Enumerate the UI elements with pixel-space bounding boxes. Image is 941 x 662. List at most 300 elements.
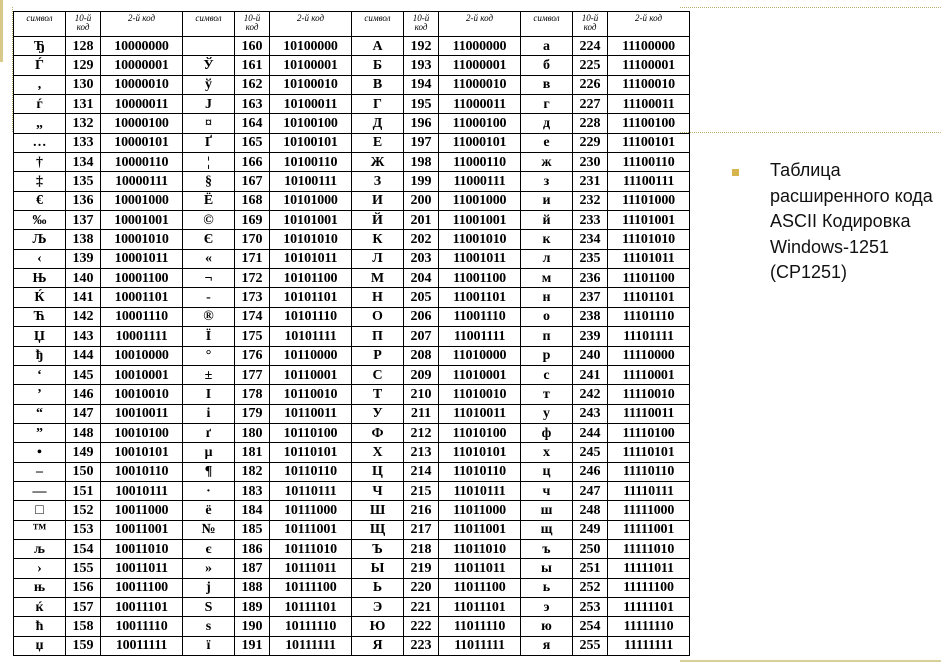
symbol-cell: Ђ bbox=[14, 37, 66, 56]
binary-code-cell: 10001010 bbox=[101, 230, 183, 249]
binary-code-cell: 11000100 bbox=[439, 114, 521, 133]
table-row bbox=[14, 481, 690, 500]
symbol-cell: Й bbox=[352, 211, 404, 230]
decimal-code-cell: 209 bbox=[404, 365, 439, 384]
decimal-code-cell: 197 bbox=[404, 133, 439, 152]
symbol-cell: ‚ bbox=[14, 75, 66, 94]
slide-note bbox=[734, 158, 934, 286]
binary-code-cell: 11111111 bbox=[608, 636, 690, 655]
decimal-code-cell: 131 bbox=[66, 95, 101, 114]
binary-code-cell: 11011001 bbox=[439, 520, 521, 539]
symbol-cell: ё bbox=[183, 501, 235, 520]
symbol-cell: и bbox=[521, 191, 573, 210]
symbol-cell bbox=[183, 37, 235, 56]
decimal-code-cell: 195 bbox=[404, 95, 439, 114]
decimal-code-cell: 235 bbox=[573, 249, 608, 268]
column-header: символ bbox=[521, 12, 573, 37]
decimal-code-cell: 228 bbox=[573, 114, 608, 133]
symbol-cell: Д bbox=[352, 114, 404, 133]
decimal-code-cell: 164 bbox=[235, 114, 270, 133]
decimal-code-cell: 191 bbox=[235, 636, 270, 655]
symbol-cell: љ bbox=[14, 539, 66, 558]
symbol-cell: Е bbox=[352, 133, 404, 152]
symbol-cell: о bbox=[521, 307, 573, 326]
binary-code-cell: 10011110 bbox=[101, 617, 183, 636]
decimal-code-cell: 189 bbox=[235, 597, 270, 616]
decimal-code-cell: 161 bbox=[235, 56, 270, 75]
decimal-code-cell: 247 bbox=[573, 481, 608, 500]
symbol-cell: Ц bbox=[352, 462, 404, 481]
table-row bbox=[14, 443, 690, 462]
symbol-cell: ь bbox=[521, 578, 573, 597]
symbol-cell: э bbox=[521, 597, 573, 616]
symbol-cell: © bbox=[183, 211, 235, 230]
decimal-code-cell: 134 bbox=[66, 153, 101, 172]
decimal-code-cell: 207 bbox=[404, 327, 439, 346]
decimal-code-cell: 238 bbox=[573, 307, 608, 326]
symbol-cell: й bbox=[521, 211, 573, 230]
decimal-code-cell: 212 bbox=[404, 423, 439, 442]
binary-code-cell: 11001110 bbox=[439, 307, 521, 326]
column-header: 2-й код bbox=[270, 12, 352, 37]
table-row bbox=[14, 56, 690, 75]
binary-code-cell: 11111101 bbox=[608, 597, 690, 616]
decimal-code-cell: 200 bbox=[404, 191, 439, 210]
symbol-cell: Х bbox=[352, 443, 404, 462]
symbol-cell: є bbox=[183, 539, 235, 558]
symbol-cell: Ч bbox=[352, 481, 404, 500]
binary-code-cell: 10111001 bbox=[270, 520, 352, 539]
symbol-cell: ш bbox=[521, 501, 573, 520]
binary-code-cell: 11111100 bbox=[608, 578, 690, 597]
symbol-cell: „ bbox=[14, 114, 66, 133]
decimal-code-cell: 220 bbox=[404, 578, 439, 597]
binary-code-cell: 10101011 bbox=[270, 249, 352, 268]
binary-code-cell: 11101001 bbox=[608, 211, 690, 230]
decimal-code-cell: 216 bbox=[404, 501, 439, 520]
decimal-code-cell: 159 bbox=[66, 636, 101, 655]
symbol-cell: њ bbox=[14, 578, 66, 597]
decimal-code-cell: 196 bbox=[404, 114, 439, 133]
binary-code-cell: 11001101 bbox=[439, 288, 521, 307]
binary-code-cell: 11110111 bbox=[608, 481, 690, 500]
decimal-code-cell: 155 bbox=[66, 559, 101, 578]
decimal-code-cell: 233 bbox=[573, 211, 608, 230]
symbol-cell: ” bbox=[14, 423, 66, 442]
symbol-cell: Ќ bbox=[14, 288, 66, 307]
decimal-code-cell: 165 bbox=[235, 133, 270, 152]
decimal-code-cell: 243 bbox=[573, 404, 608, 423]
binary-code-cell: 11100100 bbox=[608, 114, 690, 133]
decimal-code-cell: 150 bbox=[66, 462, 101, 481]
symbol-cell: п bbox=[521, 327, 573, 346]
symbol-cell: т bbox=[521, 385, 573, 404]
symbol-cell: Т bbox=[352, 385, 404, 404]
symbol-cell: ї bbox=[183, 636, 235, 655]
decimal-code-cell: 184 bbox=[235, 501, 270, 520]
decimal-code-cell: 230 bbox=[573, 153, 608, 172]
symbol-cell: Ш bbox=[352, 501, 404, 520]
decimal-code-cell: 182 bbox=[235, 462, 270, 481]
binary-code-cell: 11000001 bbox=[439, 56, 521, 75]
symbol-cell: М bbox=[352, 269, 404, 288]
decimal-code-cell: 226 bbox=[573, 75, 608, 94]
binary-code-cell: 10110110 bbox=[270, 462, 352, 481]
binary-code-cell: 11000110 bbox=[439, 153, 521, 172]
decimal-code-cell: 249 bbox=[573, 520, 608, 539]
symbol-cell: г bbox=[521, 95, 573, 114]
binary-code-cell: 10110010 bbox=[270, 385, 352, 404]
decimal-code-cell: 162 bbox=[235, 75, 270, 94]
binary-code-cell: 11010101 bbox=[439, 443, 521, 462]
binary-code-cell: 11010000 bbox=[439, 346, 521, 365]
binary-code-cell: 10110000 bbox=[270, 346, 352, 365]
symbol-cell: Ф bbox=[352, 423, 404, 442]
binary-code-cell: 10111011 bbox=[270, 559, 352, 578]
decimal-code-cell: 208 bbox=[404, 346, 439, 365]
symbol-cell: Ґ bbox=[183, 133, 235, 152]
decimal-code-cell: 156 bbox=[66, 578, 101, 597]
binary-code-cell: 10110111 bbox=[270, 481, 352, 500]
binary-code-cell: 10001101 bbox=[101, 288, 183, 307]
decimal-code-cell: 144 bbox=[66, 346, 101, 365]
binary-code-cell: 10011001 bbox=[101, 520, 183, 539]
binary-code-cell: 11111110 bbox=[608, 617, 690, 636]
binary-code-cell: 10001111 bbox=[101, 327, 183, 346]
symbol-cell: щ bbox=[521, 520, 573, 539]
binary-code-cell: 10101000 bbox=[270, 191, 352, 210]
binary-code-cell: 10000000 bbox=[101, 37, 183, 56]
table-header-row bbox=[14, 12, 690, 37]
symbol-cell: ц bbox=[521, 462, 573, 481]
symbol-cell: » bbox=[183, 559, 235, 578]
binary-code-cell: 10000100 bbox=[101, 114, 183, 133]
decimal-code-cell: 254 bbox=[573, 617, 608, 636]
table-row bbox=[14, 559, 690, 578]
binary-code-cell: 10000111 bbox=[101, 172, 183, 191]
binary-code-cell: 11101111 bbox=[608, 327, 690, 346]
symbol-cell: Ї bbox=[183, 327, 235, 346]
decimal-code-cell: 248 bbox=[573, 501, 608, 520]
binary-code-cell: 10011101 bbox=[101, 597, 183, 616]
binary-code-cell: 11011011 bbox=[439, 559, 521, 578]
binary-code-cell: 11010111 bbox=[439, 481, 521, 500]
table-row bbox=[14, 346, 690, 365]
binary-code-cell: 11101110 bbox=[608, 307, 690, 326]
decimal-code-cell: 217 bbox=[404, 520, 439, 539]
cp1251-code-table bbox=[13, 11, 690, 656]
symbol-cell: ђ bbox=[14, 346, 66, 365]
column-header: 2-й код bbox=[439, 12, 521, 37]
decimal-code-cell: 213 bbox=[404, 443, 439, 462]
decimal-code-cell: 153 bbox=[66, 520, 101, 539]
binary-code-cell: 10100001 bbox=[270, 56, 352, 75]
decimal-code-cell: 129 bbox=[66, 56, 101, 75]
binary-code-cell: 10111100 bbox=[270, 578, 352, 597]
decimal-code-cell: 142 bbox=[66, 307, 101, 326]
binary-code-cell: 11000101 bbox=[439, 133, 521, 152]
symbol-cell: А bbox=[352, 37, 404, 56]
binary-code-cell: 10100100 bbox=[270, 114, 352, 133]
symbol-cell: Н bbox=[352, 288, 404, 307]
decimal-code-cell: 194 bbox=[404, 75, 439, 94]
symbol-cell: Ў bbox=[183, 56, 235, 75]
decimal-code-cell: 222 bbox=[404, 617, 439, 636]
decimal-code-cell: 231 bbox=[573, 172, 608, 191]
decimal-code-cell: 169 bbox=[235, 211, 270, 230]
symbol-cell: ± bbox=[183, 365, 235, 384]
symbol-cell: Л bbox=[352, 249, 404, 268]
decimal-code-cell: 158 bbox=[66, 617, 101, 636]
slide-divider-mid bbox=[680, 132, 941, 133]
decimal-code-cell: 232 bbox=[573, 191, 608, 210]
decimal-code-cell: 202 bbox=[404, 230, 439, 249]
binary-code-cell: 10111010 bbox=[270, 539, 352, 558]
symbol-cell: § bbox=[183, 172, 235, 191]
binary-code-cell: 10101010 bbox=[270, 230, 352, 249]
decimal-code-cell: 175 bbox=[235, 327, 270, 346]
decimal-code-cell: 198 bbox=[404, 153, 439, 172]
binary-code-cell: 11100010 bbox=[608, 75, 690, 94]
binary-code-cell: 10101100 bbox=[270, 269, 352, 288]
decimal-code-cell: 192 bbox=[404, 37, 439, 56]
binary-code-cell: 11001000 bbox=[439, 191, 521, 210]
table-row bbox=[14, 230, 690, 249]
table-row bbox=[14, 597, 690, 616]
binary-code-cell: 11100001 bbox=[608, 56, 690, 75]
symbol-cell: — bbox=[14, 481, 66, 500]
symbol-cell: ў bbox=[183, 75, 235, 94]
binary-code-cell: 11100000 bbox=[608, 37, 690, 56]
symbol-cell: · bbox=[183, 481, 235, 500]
decimal-code-cell: 157 bbox=[66, 597, 101, 616]
decimal-code-cell: 205 bbox=[404, 288, 439, 307]
symbol-cell: ч bbox=[521, 481, 573, 500]
binary-code-cell: 11101011 bbox=[608, 249, 690, 268]
binary-code-cell: 10100000 bbox=[270, 37, 352, 56]
decimal-code-cell: 174 bbox=[235, 307, 270, 326]
binary-code-cell: 11010011 bbox=[439, 404, 521, 423]
symbol-cell: › bbox=[14, 559, 66, 578]
symbol-cell: ¬ bbox=[183, 269, 235, 288]
binary-code-cell: 11101010 bbox=[608, 230, 690, 249]
decimal-code-cell: 225 bbox=[573, 56, 608, 75]
table-row bbox=[14, 191, 690, 210]
symbol-cell: Љ bbox=[14, 230, 66, 249]
symbol-cell: Џ bbox=[14, 327, 66, 346]
table-body bbox=[14, 37, 690, 656]
column-header: 2-й код bbox=[608, 12, 690, 37]
decimal-code-cell: 137 bbox=[66, 211, 101, 230]
decimal-code-cell: 139 bbox=[66, 249, 101, 268]
table-row bbox=[14, 172, 690, 191]
symbol-cell: В bbox=[352, 75, 404, 94]
binary-code-cell: 10010111 bbox=[101, 481, 183, 500]
symbol-cell: ¤ bbox=[183, 114, 235, 133]
decimal-code-cell: 179 bbox=[235, 404, 270, 423]
table-row bbox=[14, 365, 690, 384]
column-header: 10-й код bbox=[573, 12, 608, 37]
decimal-code-cell: 240 bbox=[573, 346, 608, 365]
decimal-code-cell: 215 bbox=[404, 481, 439, 500]
decimal-code-cell: 130 bbox=[66, 75, 101, 94]
decimal-code-cell: 223 bbox=[404, 636, 439, 655]
decimal-code-cell: 163 bbox=[235, 95, 270, 114]
table-row bbox=[14, 288, 690, 307]
binary-code-cell: 11011111 bbox=[439, 636, 521, 655]
symbol-cell: е bbox=[521, 133, 573, 152]
binary-code-cell: 10010001 bbox=[101, 365, 183, 384]
binary-code-cell: 10011000 bbox=[101, 501, 183, 520]
binary-code-cell: 10110100 bbox=[270, 423, 352, 442]
symbol-cell: ф bbox=[521, 423, 573, 442]
binary-code-cell: 10000110 bbox=[101, 153, 183, 172]
binary-code-cell: 10111000 bbox=[270, 501, 352, 520]
symbol-cell: х bbox=[521, 443, 573, 462]
column-header: символ bbox=[183, 12, 235, 37]
table-row bbox=[14, 423, 690, 442]
binary-code-cell: 11010010 bbox=[439, 385, 521, 404]
symbol-cell: н bbox=[521, 288, 573, 307]
binary-code-cell: 11110000 bbox=[608, 346, 690, 365]
decimal-code-cell: 236 bbox=[573, 269, 608, 288]
binary-code-cell: 11111001 bbox=[608, 520, 690, 539]
symbol-cell: Ю bbox=[352, 617, 404, 636]
column-header: символ bbox=[352, 12, 404, 37]
binary-code-cell: 10001000 bbox=[101, 191, 183, 210]
bullet-square-icon bbox=[732, 169, 739, 176]
symbol-cell: џ bbox=[14, 636, 66, 655]
binary-code-cell: 10011100 bbox=[101, 578, 183, 597]
binary-code-cell: 11000011 bbox=[439, 95, 521, 114]
decimal-code-cell: 193 bbox=[404, 56, 439, 75]
decimal-code-cell: 203 bbox=[404, 249, 439, 268]
binary-code-cell: 10000010 bbox=[101, 75, 183, 94]
binary-code-cell: 11110001 bbox=[608, 365, 690, 384]
note-text: Таблица расширенного кода ASCII Кодировка Windows-1251 (CP1251) bbox=[770, 160, 933, 282]
symbol-cell: б bbox=[521, 56, 573, 75]
decimal-code-cell: 201 bbox=[404, 211, 439, 230]
decimal-code-cell: 186 bbox=[235, 539, 270, 558]
binary-code-cell: 11101100 bbox=[608, 269, 690, 288]
symbol-cell: і bbox=[183, 404, 235, 423]
symbol-cell: ‰ bbox=[14, 211, 66, 230]
table-row bbox=[14, 133, 690, 152]
symbol-cell: Ё bbox=[183, 191, 235, 210]
decimal-code-cell: 181 bbox=[235, 443, 270, 462]
decimal-code-cell: 132 bbox=[66, 114, 101, 133]
binary-code-cell: 10010000 bbox=[101, 346, 183, 365]
symbol-cell: « bbox=[183, 249, 235, 268]
binary-code-cell: 10011011 bbox=[101, 559, 183, 578]
decimal-code-cell: 146 bbox=[66, 385, 101, 404]
binary-code-cell: 11111000 bbox=[608, 501, 690, 520]
binary-code-cell: 10010101 bbox=[101, 443, 183, 462]
table-row bbox=[14, 404, 690, 423]
symbol-cell: Р bbox=[352, 346, 404, 365]
binary-code-cell: 11010110 bbox=[439, 462, 521, 481]
decimal-code-cell: 234 bbox=[573, 230, 608, 249]
binary-code-cell: 10001011 bbox=[101, 249, 183, 268]
symbol-cell: … bbox=[14, 133, 66, 152]
symbol-cell: ¶ bbox=[183, 462, 235, 481]
decimal-code-cell: 224 bbox=[573, 37, 608, 56]
decimal-code-cell: 136 bbox=[66, 191, 101, 210]
column-header: 10-й код bbox=[235, 12, 270, 37]
slide-divider-top bbox=[680, 7, 941, 8]
decimal-code-cell: 173 bbox=[235, 288, 270, 307]
column-header: 10-й код bbox=[404, 12, 439, 37]
symbol-cell: р bbox=[521, 346, 573, 365]
binary-code-cell: 11010001 bbox=[439, 365, 521, 384]
decimal-code-cell: 147 bbox=[66, 404, 101, 423]
symbol-cell: ж bbox=[521, 153, 573, 172]
decimal-code-cell: 152 bbox=[66, 501, 101, 520]
decimal-code-cell: 239 bbox=[573, 327, 608, 346]
symbol-cell: Ѓ bbox=[14, 56, 66, 75]
symbol-cell: Б bbox=[352, 56, 404, 75]
slide-accent-bar bbox=[0, 0, 3, 62]
decimal-code-cell: 250 bbox=[573, 539, 608, 558]
decimal-code-cell: 138 bbox=[66, 230, 101, 249]
table-row bbox=[14, 385, 690, 404]
decimal-code-cell: 171 bbox=[235, 249, 270, 268]
symbol-cell: † bbox=[14, 153, 66, 172]
symbol-cell: У bbox=[352, 404, 404, 423]
symbol-cell: – bbox=[14, 462, 66, 481]
decimal-code-cell: 210 bbox=[404, 385, 439, 404]
symbol-cell: ® bbox=[183, 307, 235, 326]
symbol-cell: № bbox=[183, 520, 235, 539]
symbol-cell: ‘ bbox=[14, 365, 66, 384]
table-row bbox=[14, 520, 690, 539]
symbol-cell: З bbox=[352, 172, 404, 191]
binary-code-cell: 10110101 bbox=[270, 443, 352, 462]
binary-code-cell: 10000011 bbox=[101, 95, 183, 114]
symbol-cell: Г bbox=[352, 95, 404, 114]
symbol-cell: Ј bbox=[183, 95, 235, 114]
symbol-cell: ќ bbox=[14, 597, 66, 616]
symbol-cell: Э bbox=[352, 597, 404, 616]
table-row bbox=[14, 95, 690, 114]
binary-code-cell: 11110011 bbox=[608, 404, 690, 423]
decimal-code-cell: 245 bbox=[573, 443, 608, 462]
binary-code-cell: 10101111 bbox=[270, 327, 352, 346]
symbol-cell: Ћ bbox=[14, 307, 66, 326]
symbol-cell: у bbox=[521, 404, 573, 423]
binary-code-cell: 10011111 bbox=[101, 636, 183, 655]
decimal-code-cell: 237 bbox=[573, 288, 608, 307]
binary-code-cell: 11001111 bbox=[439, 327, 521, 346]
symbol-cell: С bbox=[352, 365, 404, 384]
symbol-cell: ° bbox=[183, 346, 235, 365]
decimal-code-cell: 180 bbox=[235, 423, 270, 442]
decimal-code-cell: 211 bbox=[404, 404, 439, 423]
symbol-cell: П bbox=[352, 327, 404, 346]
decimal-code-cell: 166 bbox=[235, 153, 270, 172]
table-row bbox=[14, 211, 690, 230]
symbol-cell: І bbox=[183, 385, 235, 404]
binary-code-cell: 11110010 bbox=[608, 385, 690, 404]
table-row bbox=[14, 539, 690, 558]
binary-code-cell: 11111010 bbox=[608, 539, 690, 558]
symbol-cell: И bbox=[352, 191, 404, 210]
column-header: символ bbox=[14, 12, 66, 37]
decimal-code-cell: 253 bbox=[573, 597, 608, 616]
decimal-code-cell: 214 bbox=[404, 462, 439, 481]
decimal-code-cell: 160 bbox=[235, 37, 270, 56]
symbol-cell: ‹ bbox=[14, 249, 66, 268]
